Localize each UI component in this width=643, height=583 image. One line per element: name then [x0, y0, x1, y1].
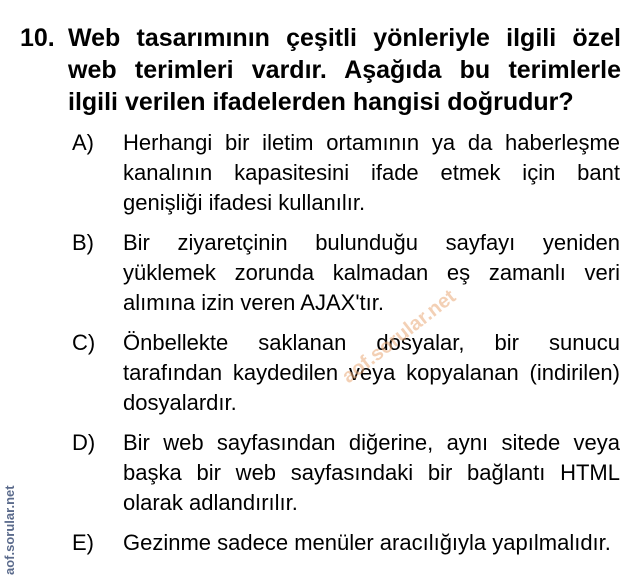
option-letter: B): [72, 230, 94, 255]
option-letter: D): [72, 430, 96, 455]
question-number: 10.: [20, 24, 55, 52]
option-letter: E): [72, 530, 94, 555]
option-text: Bir ziyaretçinin bulunduğu sayfayı yeniden yüklemek zorunda kalmadan eş zamanlı veri alımına izin veren AJAX'tır.: [123, 230, 620, 315]
option-e[interactable]: [20, 528, 620, 558]
option-text: Önbellekte saklanan dosyalar, bir sunucu tarafından kaydedilen veya kopyalanan (indirilen) dosyalardır.: [123, 330, 620, 415]
option-d[interactable]: [20, 428, 620, 518]
option-a[interactable]: [20, 128, 620, 218]
option-letter: C): [72, 330, 96, 355]
option-c[interactable]: [20, 328, 620, 418]
option-text: Herhangi bir iletim ortamının ya da haberleşme kanalının kapasitesini ifade etmek için bant genişliği ifadesi kullanılır.: [123, 130, 620, 215]
watermark-side: aof.sorular.net: [2, 485, 17, 575]
watermark-center: aof.sorular.net: [337, 285, 461, 388]
question-stem: Web tasarımının çeşitli yönleriyle ilgili özel web terimleri vardır. Aşağıda bu terimlerle ilgili verilen ifadelerden hangisi doğrudur?: [68, 24, 621, 116]
option-letter: A): [72, 130, 94, 155]
option-b[interactable]: [20, 228, 620, 318]
options-list: [20, 128, 620, 568]
option-text: Bir web sayfasından diğerine, aynı sitede veya başka bir web sayfasındaki bir bağlantı HTML olarak adlandırılır.: [123, 430, 620, 515]
option-text: Gezinme sadece menüler aracılığıyla yapılmalıdır.: [123, 530, 611, 555]
